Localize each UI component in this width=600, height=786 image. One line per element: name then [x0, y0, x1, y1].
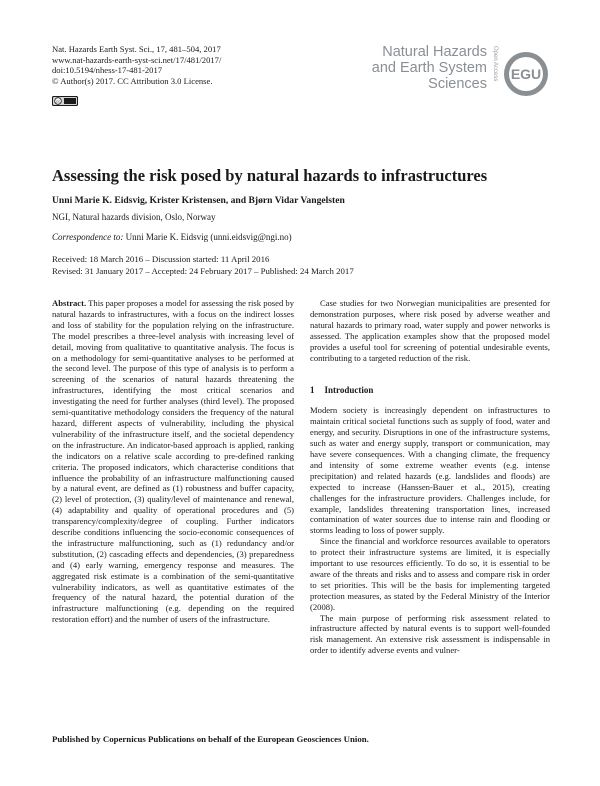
correspondence: [52, 232, 292, 242]
svg-text:EGU: EGU: [510, 66, 542, 82]
copyright: © Author(s) 2017. CC Attribution 3.0 License.: [52, 75, 213, 86]
open-access-label: Open Access: [492, 46, 498, 82]
cc-badge-label: cc: [56, 98, 60, 104]
egu-logo-icon: [502, 50, 550, 98]
section-number: 1: [310, 385, 315, 396]
abstract-label: Abstract.: [52, 298, 87, 308]
citation: Nat. Hazards Earth Syst. Sci., 17, 481–504, 2017: [52, 44, 221, 54]
correspondence-label: Correspondence to:: [52, 232, 124, 242]
page-title: Assessing the risk posed by natural hazards to infrastructures: [52, 166, 488, 185]
journal-name: Natural Hazards and Earth System Sciences: [371, 44, 487, 92]
author-list: Unni Marie K. Eidsvig, Krister Kristensen, and Bjørn Vidar Vangelsten: [52, 195, 345, 206]
dates-line-2: Revised: 31 January 2017 – Accepted: 24 February 2017 – Published: 24 March 2017: [52, 266, 354, 276]
right-column: [310, 298, 550, 656]
correspondence-text[interactable]: Unni Marie K. Eidsvig (unni.eidsvig@ngi.no): [125, 232, 292, 242]
article-url[interactable]: www.nat-hazards-earth-syst-sci.net/17/481/2017/: [52, 54, 222, 65]
cc-license-icon: [52, 96, 78, 106]
abstract-paragraph-2: Case studies for two Norwegian municipalities are presented for demonstration purposes, where risk posed by adverse weather and natural hazards to primary road, water supply and power networks is assessed. The application examples show that the proposed model provides a useful tool for screening of potential undesirable events, contributing to a targeted reduction of the risk.: [310, 298, 550, 363]
affiliation: NGI, Natural hazards division, Oslo, Norway: [52, 212, 216, 222]
left-column: [52, 298, 294, 625]
abstract-text: This paper proposes a model for assessing the risk posed by natural hazards to infrastructures, with a focus on the indirect losses and loss of stability for the population relying on the infrastructure. The model prescribes a three-level analysis with increasing level of detail, moving from qualitative to quantitative analysis. The focus is on a methodology for semi-quantitative analyses to be performed at the second level. The purpose of this type of analysis is to perform a screening of the scenarios of natural hazards threatening the infrastructures, identifying the most critical scenarios and investigating the need for further analyses (third level). The proposed semi-quantitative methodology considers the frequency of the natural hazard, different aspects of vulnerability, including the physical vulnerability of the infrastructure itself, and the societal dependency on the infrastructure. An indicator-based approach is applied, ranking the indicators on a relative scale according to pre-defined ranking criteria. The proposed indicators, which characterise conditions that influence the probability of an infrastructure malfunctioning caused by a natural event, are defined as (1) robustness and buffer capacity, (2) level of protection, (3) quality/level of maintenance and renewal, (4) adaptability and quality of operational procedures and (5) transparency/complexity/degree of coupling. Further indicators describe conditions influencing the socio-economic consequences of the infrastructure malfunctioning, such as (1) redundancy and/or substitution, (2) cascading effects and dependencies, (3) preparedness and (4) early warning, emergency response and measures. The aggregated risk estimate is a combination of the semi-quantitative vulnerability indicators, as well as quantitative estimates of the frequency of the natural hazard, the potential duration of the infrastructure malfunctioning (e.g. depending on the required restoration effort) and the number of users of the infrastructure.: [52, 298, 295, 625]
dates-line-1: Received: 18 March 2016 – Discussion started: 11 April 2016: [52, 254, 270, 264]
abstract-paragraph: [52, 298, 294, 625]
header-metadata: [52, 44, 221, 86]
journal-logo: [362, 44, 552, 104]
publication-dates: [52, 253, 354, 277]
section-title: Introduction: [324, 385, 374, 396]
intro-paragraph-2: Since the financial and workforce resources available to operators to protect their infrastructure systems are limited, it is especially important to use resources efficiently. To do so, it is essential to be aware of the threats and risks and to assess and compare risk in order to set priorities. This will be the basis for implementing targeted protection measures, as stated by the Federal Ministry of the Interior (2008).: [310, 536, 550, 612]
intro-paragraph-1: Modern society is increasingly dependent on infrastructures to maintain critical societal functions such as supply of food, water and energy, and security. Disruptions in one of the infrastructure systems, such as water and energy supply, transport or communication, may have severe consequences. With a changing climate, the frequency and intensity of some extreme weather events (e.g. intense precipitation) and related hazards (e.g. landslides and floods) are expected to increase (Hanssen-Bauer et al., 2015), creating challenges for the infrastructure providers. Challenges include, for example, landslides threatening transportation lines, increased contamination of water sources due to intense rain and flooding or storms leading to loss of power supply.: [310, 405, 550, 536]
section-heading-introduction: [310, 385, 550, 396]
publisher-footer: Published by Copernicus Publications on behalf of the European Geosciences Union.: [52, 734, 369, 744]
doi[interactable]: doi:10.5194/nhess-17-481-2017: [52, 65, 163, 76]
intro-paragraph-3: The main purpose of performing risk assessment related to infrastructure affected by natural events is to support well-founded risk management. An extensive risk assessment is indispensable in order to identify adverse events and vulner-: [310, 612, 550, 656]
